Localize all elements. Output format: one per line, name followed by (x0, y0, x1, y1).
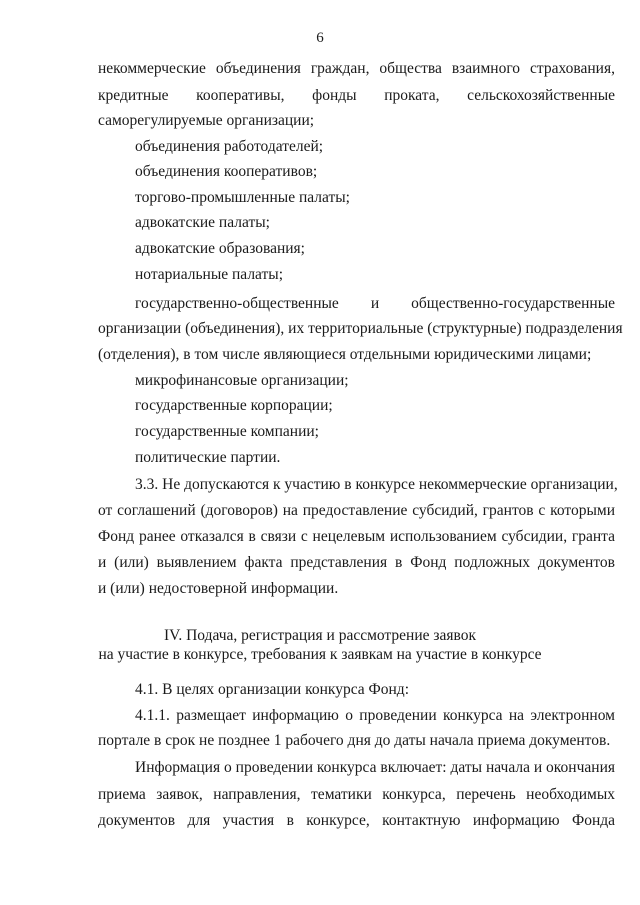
list-item: государственно-общественные и общественно-государственные (135, 295, 615, 312)
list-item: политические партии. (135, 449, 281, 466)
list-item: нотариальные палаты; (135, 266, 284, 283)
text-line: организации (объединения), их территориальные (структурные) подразделения (98, 320, 623, 337)
text-line: от соглашений (договоров) на предоставление субсидий, грантов с которыми (98, 502, 615, 519)
list-item: адвокатские образования; (135, 240, 305, 257)
list-item: торгово-промышленные палаты; (135, 189, 350, 206)
text-line: и (или) недостоверной информации. (98, 580, 339, 597)
paragraph-4-1-1: 4.1.1. размещает информацию о проведении конкурса на электронном (135, 707, 615, 724)
list-item: микрофинансовые организации; (135, 372, 349, 389)
text-line: портале в срок не позднее 1 рабочего дня до даты начала приема документов. (98, 732, 611, 749)
section-heading: на участие в конкурсе, требования к заявкам на участие в конкурсе (98, 646, 542, 663)
page-number: 6 (316, 30, 324, 46)
section-heading: IV. Подача, регистрация и рассмотрение заявок (164, 627, 476, 644)
text-line: приема заявок, направления, тематики конкурса, перечень необходимых (98, 786, 615, 803)
list-item: государственные компании; (135, 423, 319, 440)
list-item: объединения работодателей; (135, 138, 324, 155)
text-line: документов для участия в конкурсе, контактную информацию Фонда (98, 812, 615, 829)
list-item: объединения кооперативов; (135, 163, 318, 180)
list-item: государственные корпорации; (135, 397, 333, 414)
paragraph-3-3: 3.3. Не допускаются к участию в конкурсе некоммерческие организации, (135, 476, 618, 493)
text-line: Фонд ранее отказался в связи с нецелевым использованием субсидии, гранта (98, 528, 615, 545)
text-line: некоммерческие объединения граждан, общества взаимного страхования, (98, 60, 615, 77)
paragraph-info: Информация о проведении конкурса включает: даты начала и окончания (135, 759, 615, 776)
text-line: (отделения), в том числе являющиеся отдельными юридическими лицами; (98, 346, 592, 363)
list-item: адвокатские палаты; (135, 214, 270, 231)
text-line: кредитные кооперативы, фонды проката, сельскохозяйственные (98, 87, 615, 104)
text-line: и (или) выявлением факта представления в Фонд подложных документов (98, 554, 615, 571)
text-line: саморегулируемые организации; (98, 112, 315, 129)
paragraph-4-1: 4.1. В целях организации конкурса Фонд: (135, 681, 409, 698)
